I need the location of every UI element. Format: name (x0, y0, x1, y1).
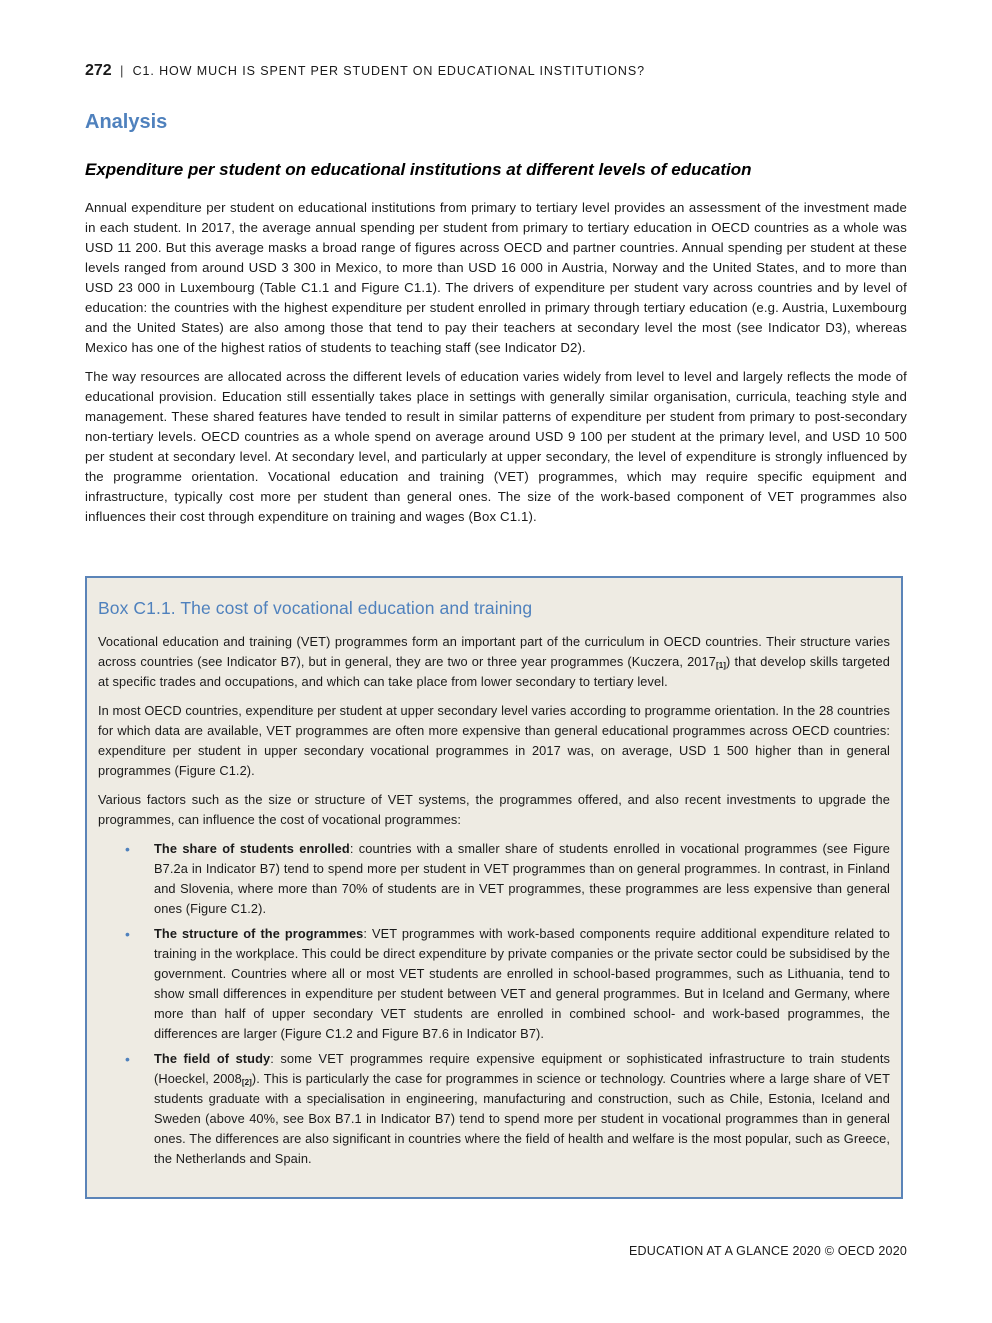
box-paragraph-3: Various factors such as the size or structure of VET systems, the programmes offered, and also recent investments to upgrade the programmes, can influence the cost of vocational programmes: (98, 792, 890, 827)
box-p1-text-end: ) that develop skills targeted at specific trades and occupations, and which can take place from lower secondary to tertiary level. (98, 654, 890, 689)
list-item-text: : countries with a smaller share of students enrolled in vocational programmes (see Figure B7.2a in Indicator B7) tend to spend more per student in VET programmes than on general programmes. In contrast, in Finland and Slovenia, where more than 70% of students are in VET programmes, these programmes are less expensive than general ones (Figure C1.2). (154, 841, 890, 916)
box-p1-text: Vocational education and training (VET) programmes form an important part of the curriculum in OECD countries. Their structure varies across countries (see Indicator B7), but in general, they are two or three year programmes (Kuczera, 2017 (98, 634, 890, 669)
footer: EDUCATION AT A GLANCE 2020 © OECD 2020 (628, 1244, 907, 1258)
paragraph-2: The way resources are allocated across the different levels of education varies widely from level to level and largely reflects the mode of educational provision. Education still essentially takes place in settings with generally similar organisation, curricula, teaching style and management. These shared features have tended to result in similar patterns of expenditure per student from primary to post-secondary non-tertiary levels. OECD countries as a whole spend on average around USD 9 100 per student at the primary level, and USD 10 500 per student at secondary level. At secondary level, and particularly at upper secondary, the level of expenditure is strongly influenced by the programme orientation. Vocational education and training (VET) programmes, which may require specific equipment and infrastructure, typically cost more per student than general ones. The size of the work-based component of VET programmes also influences their cost through expenditure on training and wages (Box C1.1). (85, 369, 907, 524)
running-header (85, 62, 907, 80)
list-item (98, 839, 890, 919)
subsection-title: Expenditure per student on educational institutions at different levels of education (85, 160, 752, 179)
reference-marker: [1] (715, 661, 727, 670)
factor-list (98, 839, 890, 1169)
section-title: Analysis (85, 111, 168, 133)
list-item-lead: The structure of the programmes (154, 926, 364, 941)
header-separator: | (120, 64, 125, 78)
list-item-text: : VET programmes with work-based components require additional expenditure related to training in the workplace. This could be direct expenditure by private companies or the private sector could be subsidised by the government. Countries where all or most VET students are enrolled in school-based programmes, such as Lithuania, tend to show small differences in expenditure per student between VET and general programmes. But in Iceland and Germany, where more than half of upper secondary VET students are enrolled in combined school- and work-based programmes, the differences are larger (Figure C1.2 and Figure B7.6 in Indicator B7). (154, 926, 890, 1041)
list-item (98, 1049, 890, 1169)
reference-marker: [2] (241, 1078, 252, 1087)
body-text (85, 198, 907, 536)
bullet-icon: • (125, 926, 131, 942)
list-item-lead: The field of study (154, 1051, 271, 1066)
box-c1-1 (85, 576, 903, 1199)
page-number: 272 (85, 62, 112, 79)
box-paragraph-1 (98, 632, 890, 692)
box-paragraph-2: In most OECD countries, expenditure per student at upper secondary level varies according to programme orientation. In the 28 countries for which data are available, VET programmes are often more expensive than general educational programmes across OECD countries: expenditure per student in upper secondary vocational programmes in 2017 was, on average, USD 1 500 higher than in general programmes (Figure C1.2). (98, 703, 890, 778)
bullet-icon: • (125, 1051, 131, 1067)
bullet-icon: • (125, 841, 131, 857)
list-item-text: : some VET programmes require expensive equipment or sophisticated infrastructure to train students (Hoeckel, 2008 (154, 1051, 890, 1086)
chapter-title: C1. HOW MUCH IS SPENT PER STUDENT ON EDUCATIONAL INSTITUTIONS? (132, 64, 645, 78)
list-item (98, 924, 890, 1044)
list-item-lead: The share of students enrolled (154, 841, 350, 856)
list-item-text-end: ). This is particularly the case for programmes in science or technology. Countries where a large share of VET students graduate with a specialisation in engineering, manufacturing and construction, such as Chile, Estonia, Iceland and Sweden (above 40%, see Box B7.1 in Indicator B7) tend to spend more per student in vocational programmes than in general ones. The differences are also significant in countries where the field of health and welfare is the most popular, such as Greece, the Netherlands and Spain. (154, 1071, 890, 1166)
box-title: Box C1.1. The cost of vocational education and training (98, 598, 533, 618)
paragraph-1: Annual expenditure per student on educational institutions from primary to tertiary level provides an assessment of the investment made in each student. In 2017, the average annual spending per student from primary to tertiary education in OECD countries as a whole was USD 11 200. But this average masks a broad range of figures across OECD and partner countries. Annual spending per student at these levels ranged from around USD 3 300 in Mexico, to more than USD 16 000 in Austria, Norway and the United States, and to more than USD 23 000 in Luxembourg (Table C1.1 and Figure C1.1). The drivers of expenditure per student vary across countries and by level of education: the countries with the highest expenditure per student enrolled in primary through tertiary education (e.g. Austria, Luxembourg and the United States) are also among those that tend to pay their teachers at secondary level the most (see Indicator D3), whereas Mexico has one of the highest ratios of students to teaching staff (see Indicator D2). (85, 200, 907, 355)
